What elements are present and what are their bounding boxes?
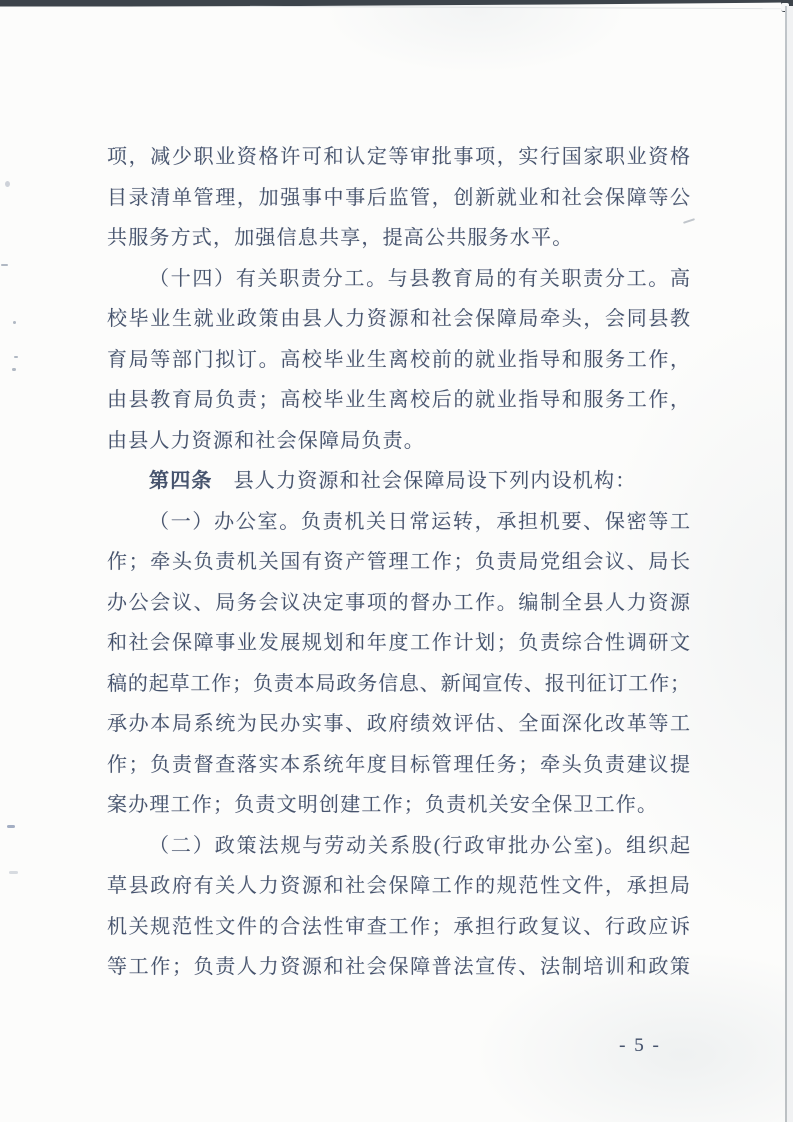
- scan-speck: [13, 321, 16, 324]
- scan-speck: [5, 181, 10, 187]
- text-line: 案办理工作；负责文明创建工作；负责机关安全保卫工作。: [107, 794, 659, 816]
- scan-top-fold-line: [250, 6, 784, 9]
- document-body: [107, 137, 690, 988]
- text-line: 作；负责督查落实本系统年度目标管理任务；牵头负责建议提: [107, 753, 690, 776]
- text-line: 办公会议、局务会议决定事项的督办工作。编制全县人力资源: [107, 591, 690, 614]
- text-line: 由县人力资源和社会保障局负责。: [107, 429, 425, 452]
- text-line: 机关规范性文件的合法性审查工作；承担行政复议、行政应诉: [107, 915, 690, 938]
- text-line: 育局等部门拟订。高校毕业生离校前的就业指导和服务工作，: [107, 348, 690, 371]
- page-right-edge-shadow: [787, 6, 793, 1122]
- text-line: 作；牵头负责机关国有资产管理工作；负责局党组会议、局长: [107, 551, 690, 573]
- text-line: （一）办公室。负责机关日常运转，承担机要、保密等工: [149, 510, 690, 533]
- page-number: - 5 -: [619, 1035, 661, 1056]
- text-line: 稿的起草工作；负责本局政务信息、新闻宣传、报刊征订工作；: [107, 672, 690, 695]
- article-number: 第四条: [149, 470, 213, 492]
- text-line: 由县教育局负责；高校毕业生离校后的就业指导和服务工作，: [107, 389, 690, 411]
- text-line: （二）政策法规与劳动关系股(行政审批办公室)。组织起: [149, 834, 690, 857]
- scan-speck: [9, 871, 18, 874]
- text-line: 项，减少职业资格许可和认定等审批事项，实行国家职业资格: [107, 146, 690, 168]
- text-line: 和社会保障事业发展规划和年度工作计划；负责综合性调研文: [107, 632, 690, 654]
- text-line: 目录清单管理，加强事中事后监管，创新就业和社会保障等公: [107, 186, 690, 209]
- text-line: 草县政府有关人力资源和社会保障工作的规范性文件，承担局: [107, 875, 690, 897]
- scan-speck: [1, 264, 8, 266]
- text-line: 校毕业生就业政策由县人力资源和社会保障局牵头，会同县教: [107, 308, 690, 330]
- scan-speck: [14, 356, 18, 358]
- text-line: 等工作；负责人力资源和社会保障普法宣传、法制培训和政策: [107, 956, 690, 978]
- scan-speck: [12, 368, 16, 371]
- text-line: 共服务方式，加强信息共享，提高公共服务水平。: [107, 227, 574, 249]
- text-line: 第四条 县人力资源和社会保障局设下列内设机构：: [149, 470, 637, 492]
- text-line: （十四）有关职责分工。与县教育局的有关职责分工。高: [149, 267, 690, 290]
- text-line: 承办本局系统为民办实事、政府绩效评估、全面深化改革等工: [107, 713, 690, 735]
- scan-speck: [7, 825, 15, 828]
